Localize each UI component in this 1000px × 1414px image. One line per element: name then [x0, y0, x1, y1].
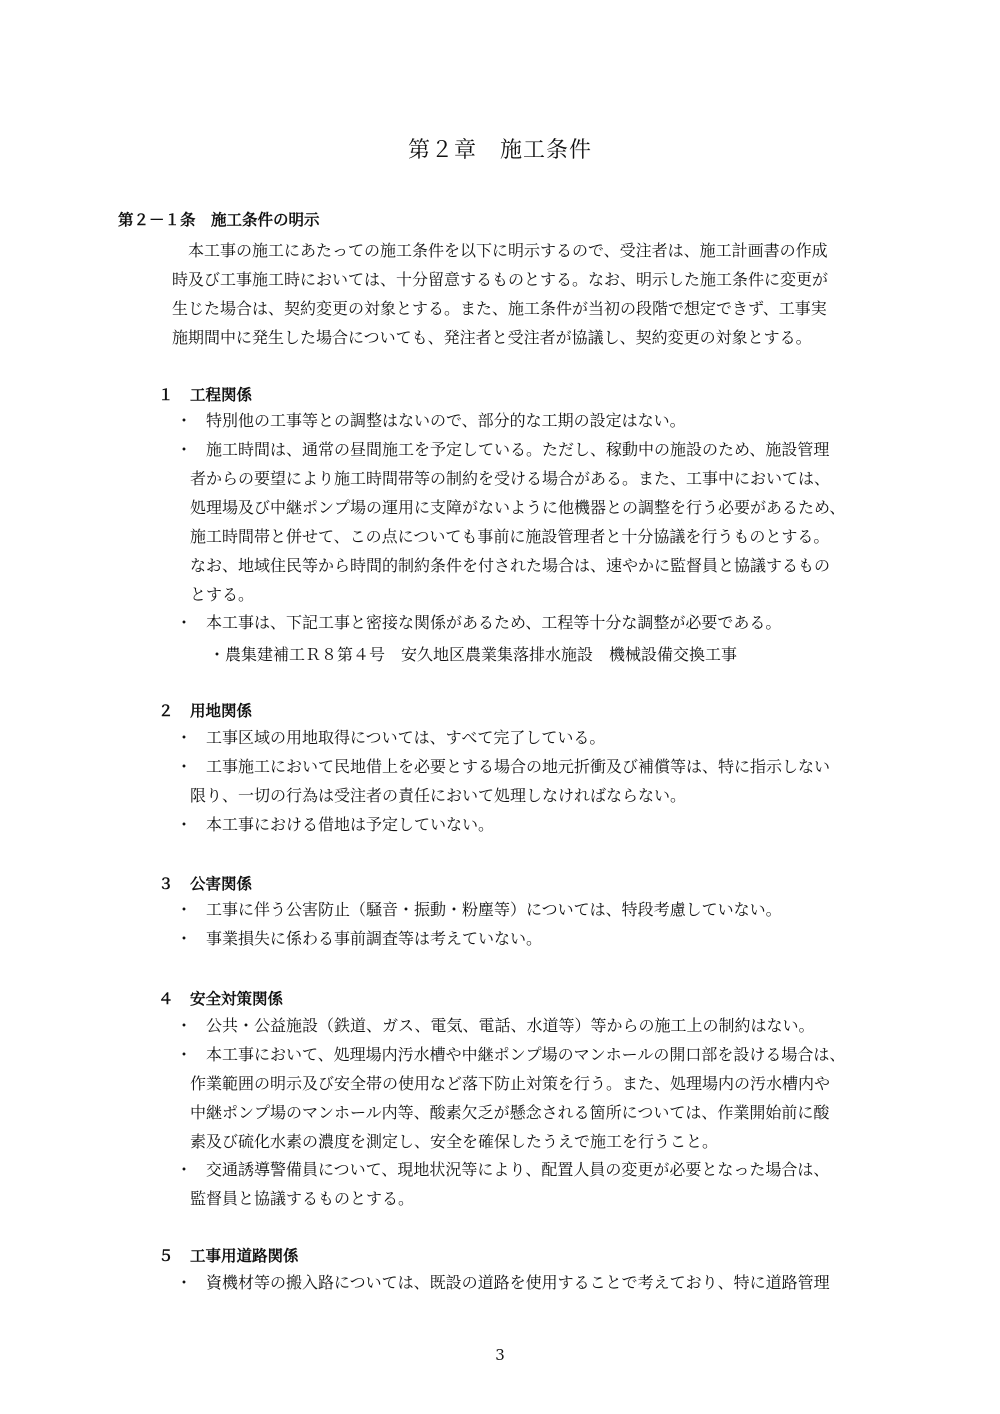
bullet-mark: ・	[176, 929, 193, 948]
bullet-item	[176, 924, 916, 953]
bullet-line: 施工時間は、通常の昼間施工を予定している。ただし、稼動中の施設のため、施設管理	[190, 440, 830, 459]
bullet-line: 工事区域の用地取得については、すべて完了している。	[190, 728, 606, 747]
bullet-mark: ・	[176, 440, 193, 459]
bullet-line: 交通誘導警備員について、現地状況等により、配置人員の変更が必要となった場合は、	[190, 1160, 830, 1179]
intro-paragraph	[172, 236, 917, 352]
intro-line: 時及び工事施工時においては、十分留意するものとする。なお、明示した施工条件に変更が	[172, 270, 829, 289]
section-number: ４	[158, 990, 174, 1008]
bullet-line: とする。	[190, 585, 255, 604]
bullet-mark: ・	[176, 411, 193, 430]
bullet-line: 素及び硫化水素の濃度を測定し、安全を確保したうえで施工を行うこと。	[190, 1132, 719, 1151]
bullet-mark: ・	[176, 757, 193, 776]
bullet-line: 公共・公益施設（鉄道、ガス、電気、電話、水道等）等からの施工上の制約はない。	[190, 1016, 815, 1035]
bullet-line: 限り、一切の行為は受注者の責任において処理しなければならない。	[190, 786, 687, 805]
bullet-line: 資機材等の搬入路については、既設の道路を使用することで考えており、特に道路管理	[190, 1273, 830, 1292]
section-heading-4	[158, 987, 283, 1009]
section-heading-5	[158, 1244, 299, 1266]
bullet-item	[176, 608, 916, 637]
bullet-mark: ・	[176, 1045, 193, 1064]
bullet-line: 本工事は、下記工事と密接な関係があるため、工程等十分な調整が必要である。	[190, 613, 782, 632]
bullet-item	[176, 1155, 916, 1213]
bullet-item	[176, 435, 916, 609]
section-title: 工程関係	[190, 386, 253, 404]
bullet-item	[176, 752, 916, 810]
section-heading-1	[158, 383, 252, 405]
section-title: 安全対策関係	[190, 990, 284, 1008]
bullet-mark: ・	[176, 1273, 193, 1292]
intro-line: 施期間中に発生した場合についても、発注者と受注者が協議し、契約変更の対象とする。	[172, 328, 812, 347]
section-heading-3	[158, 872, 252, 894]
section-number: １	[158, 386, 174, 404]
bullet-line: 者からの要望により施工時間帯等の制約を受ける場合がある。また、工事中においては、	[190, 469, 831, 488]
bullet-line: 本工事における借地は予定していない。	[190, 815, 495, 834]
section-heading-2	[158, 699, 252, 721]
bullet-mark: ・	[176, 815, 193, 834]
section-number: ３	[158, 875, 174, 893]
bullet-line: 本工事において、処理場内汚水槽や中継ポンプ場のマンホールの開口部を設ける場合は、	[190, 1045, 846, 1064]
section-number: ５	[158, 1247, 174, 1265]
bullet-mark: ・	[176, 1016, 193, 1035]
bullet-line: 事業損失に係わる事前調査等は考えていない。	[190, 929, 543, 948]
bullet-item	[176, 1040, 916, 1156]
section-number: ２	[158, 702, 174, 720]
bullet-line: 工事施工において民地借上を必要とする場合の地元折衝及び補償等は、特に指示しない	[190, 757, 831, 776]
bullet-item	[176, 895, 916, 924]
bullet-line: 監督員と協議するものとする。	[190, 1189, 415, 1208]
bullet-mark: ・	[176, 900, 193, 919]
bullet-item	[176, 1011, 916, 1040]
intro-line: 本工事の施工にあたっての施工条件を以下に明示するので、受注者は、施工計画書の作成	[172, 241, 828, 260]
intro-line: 生じた場合は、契約変更の対象とする。また、施工条件が当初の段階で想定できず、工事実	[172, 299, 827, 318]
bullet-mark: ・	[176, 728, 193, 747]
chapter-title: 第２章 施工条件	[407, 138, 592, 163]
bullet-line: 作業範囲の明示及び安全帯の使用など落下防止対策を行う。また、処理場内の汚水槽内や	[190, 1074, 831, 1093]
bullet-line: 中継ポンプ場のマンホール内等、酸素欠乏が懸念される箇所については、作業開始前に酸	[190, 1103, 830, 1122]
bullet-line: なお、地域住民等から時間的制約条件を付された場合は、速やかに監督員と協議するもの	[190, 556, 831, 575]
bullet-item	[176, 1268, 916, 1297]
section-title: 用地関係	[190, 702, 253, 720]
bullet-line: 特別他の工事等との調整はないので、部分的な工期の設定はない。	[190, 411, 686, 430]
bullet-item	[176, 723, 916, 752]
bullet-item	[176, 810, 916, 839]
bullet-mark: ・	[176, 613, 193, 632]
bullet-line: 施工時間帯と併せて、この点についても事前に施設管理者と十分協議を行うものとする。	[190, 527, 830, 546]
bullet-item	[176, 406, 916, 435]
page-number: 3	[495, 1346, 505, 1364]
bullet-line: 工事に伴う公害防止（騒音・振動・粉塵等）については、特段考慮していない。	[190, 900, 782, 919]
bullet-line: 処理場及び中継ポンプ場の運用に支障がないように他機器との調整を行う必要があるため、	[190, 498, 846, 517]
article-heading: 第２－１条 施工条件の明示	[118, 211, 320, 229]
related-work-item: ・農集建補工Ｒ８第４号 安久地区農業集落排水施設 機械設備交換工事	[209, 645, 738, 664]
section-title: 公害関係	[190, 875, 253, 893]
section-title: 工事用道路関係	[190, 1247, 299, 1265]
bullet-mark: ・	[176, 1160, 193, 1179]
